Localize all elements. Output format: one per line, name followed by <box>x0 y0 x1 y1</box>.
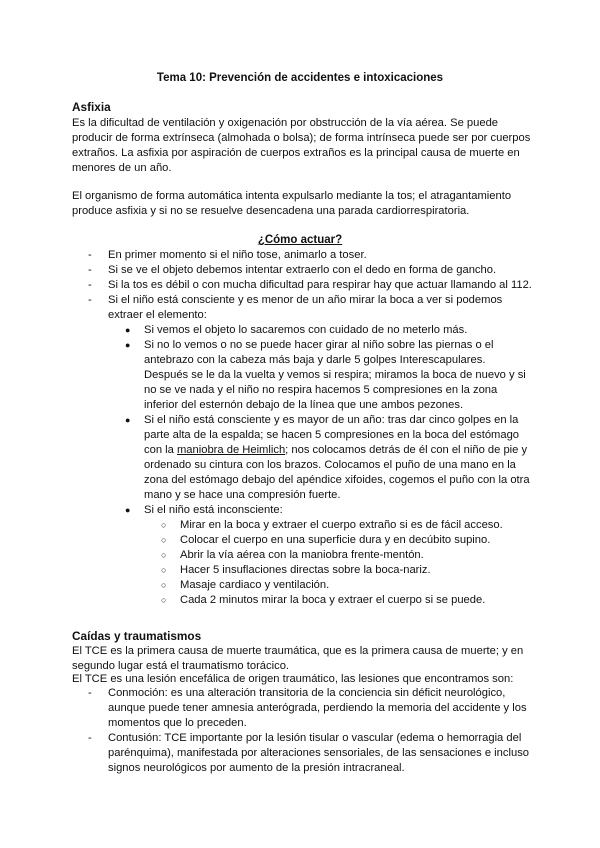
bullet-item: ● Si no lo vemos o no se puede hacer girar al niño sobre las piernas o el antebrazo con la cabeza más baja y darle 5 golpes Interescapulares. Después se le da la vuelta y vemos si respira; miramos la boca de nuevo y si no se ve nada y el niño no respira hacemos 5 compresiones en la zona inferior del esternón debajo de la línea que une ambos pezones. <box>108 338 532 413</box>
lesiones-list <box>72 686 532 776</box>
list-item: - Conmoción: es una alteración transitoria de la conciencia sin déficit neurológico, aunque puede tener amnesia anterógrada, perdiendo la memoria del accidente y los momentos que lo preceden. <box>72 686 532 731</box>
heimlich-link: maniobra de Heimlich <box>176 444 286 456</box>
bullet-item <box>108 503 532 608</box>
caidas-paragraph-1: El TCE es la primera causa de muerte traumática, que es la primera causa de muerte; y en segundo lugar está el traumatismo torácico. <box>72 645 524 672</box>
sub-step-item: ○ Mirar en la boca y extraer el cuerpo extraño si es de fácil acceso. <box>144 518 532 533</box>
sub-step-item: ○ Abrir la vía aérea con la maniobra frente-mentón. <box>144 548 532 563</box>
sub-step-item: ○ Colocar el cuerpo en una superficie dura y en decúbito supino. <box>144 533 532 548</box>
asfixia-paragraph-1: Es la dificultad de ventilación y oxigenación por obstrucción de la vía aérea. Se puede producir de forma extrínseca (almohada o bolsa); de forma intrínseca puede ser por cuerpos extraños. La asfixia por aspiración de cuerpos extraños es la principal causa de muerte en menores de un año. <box>72 117 531 174</box>
bullet-item <box>108 413 532 503</box>
section-heading-asfixia: Asfixia <box>72 100 111 114</box>
caidas-paragraph-2: El TCE es una lesión encefálica de origen traumático, las lesiones que encontramos son: <box>72 673 514 685</box>
bullet-item: ● Si vemos el objeto lo sacaremos con cuidado de no meterlo más. <box>108 323 532 338</box>
list-item: - Si la tos es débil o con mucha dificultad para respirar hay que actuar llamando al 112. <box>72 278 532 293</box>
bullet-list <box>108 323 532 608</box>
list-item: - Contusión: TCE importante por la lesión tisular o vascular (edema o hemorragia del parénquima), manifestada por alteraciones sensoriales, de las sensaciones e incluso signos neurológicos por aumento de la presión intracraneal. <box>72 731 532 776</box>
bullet-text: Si el niño está inconsciente: <box>144 504 283 516</box>
steps-list <box>72 248 532 608</box>
sub-step-list <box>144 518 532 608</box>
page-title: Tema 10: Prevención de accidentes e intoxicaciones <box>156 72 444 84</box>
section-heading-caidas: Caídas y traumatismos <box>72 629 202 643</box>
bullet-text: ; nos colocamos detrás de él con el niño de pie y ordenado su cintura con los brazos. Colocamos el puño de una mano en la zona del estómago debajo del apéndice xifoides, cogemos el puño con la otra mano y se hace una compresión fuerte. <box>144 444 530 501</box>
asfixia-paragraph-2: El organismo de forma automática intenta expulsarlo mediante la tos; el atragantamiento produce asfixia y si no se resuelve desencadena una parada cardiorrespiratoria. <box>72 190 512 217</box>
sub-step-item: ○ Masaje cardiaco y ventilación. <box>144 578 532 593</box>
sub-step-item: ○ Hacer 5 insuflaciones directas sobre la boca-nariz. <box>144 563 532 578</box>
list-item-text: Si el niño está consciente y es menor de un año mirar la boca a ver si podemos extraer el elemento: <box>108 294 503 321</box>
list-item <box>72 293 532 608</box>
list-item: - Si se ve el objeto debemos intentar extraerlo con el dedo en forma de gancho. <box>72 263 532 278</box>
bullet-text: Si el niño está consciente y es mayor de un año: tras dar cinco golpes en la parte alta de la espalda; se hacen 5 compresiones en la boca del estómago con la <box>144 414 520 456</box>
list-item: - En primer momento si el niño tose, animarlo a toser. <box>72 248 532 263</box>
sub-step-item: ○ Cada 2 minutos mirar la boca y extraer el cuerpo si se puede. <box>144 593 532 608</box>
subheading-como-actuar: ¿Cómo actuar? <box>257 234 343 246</box>
